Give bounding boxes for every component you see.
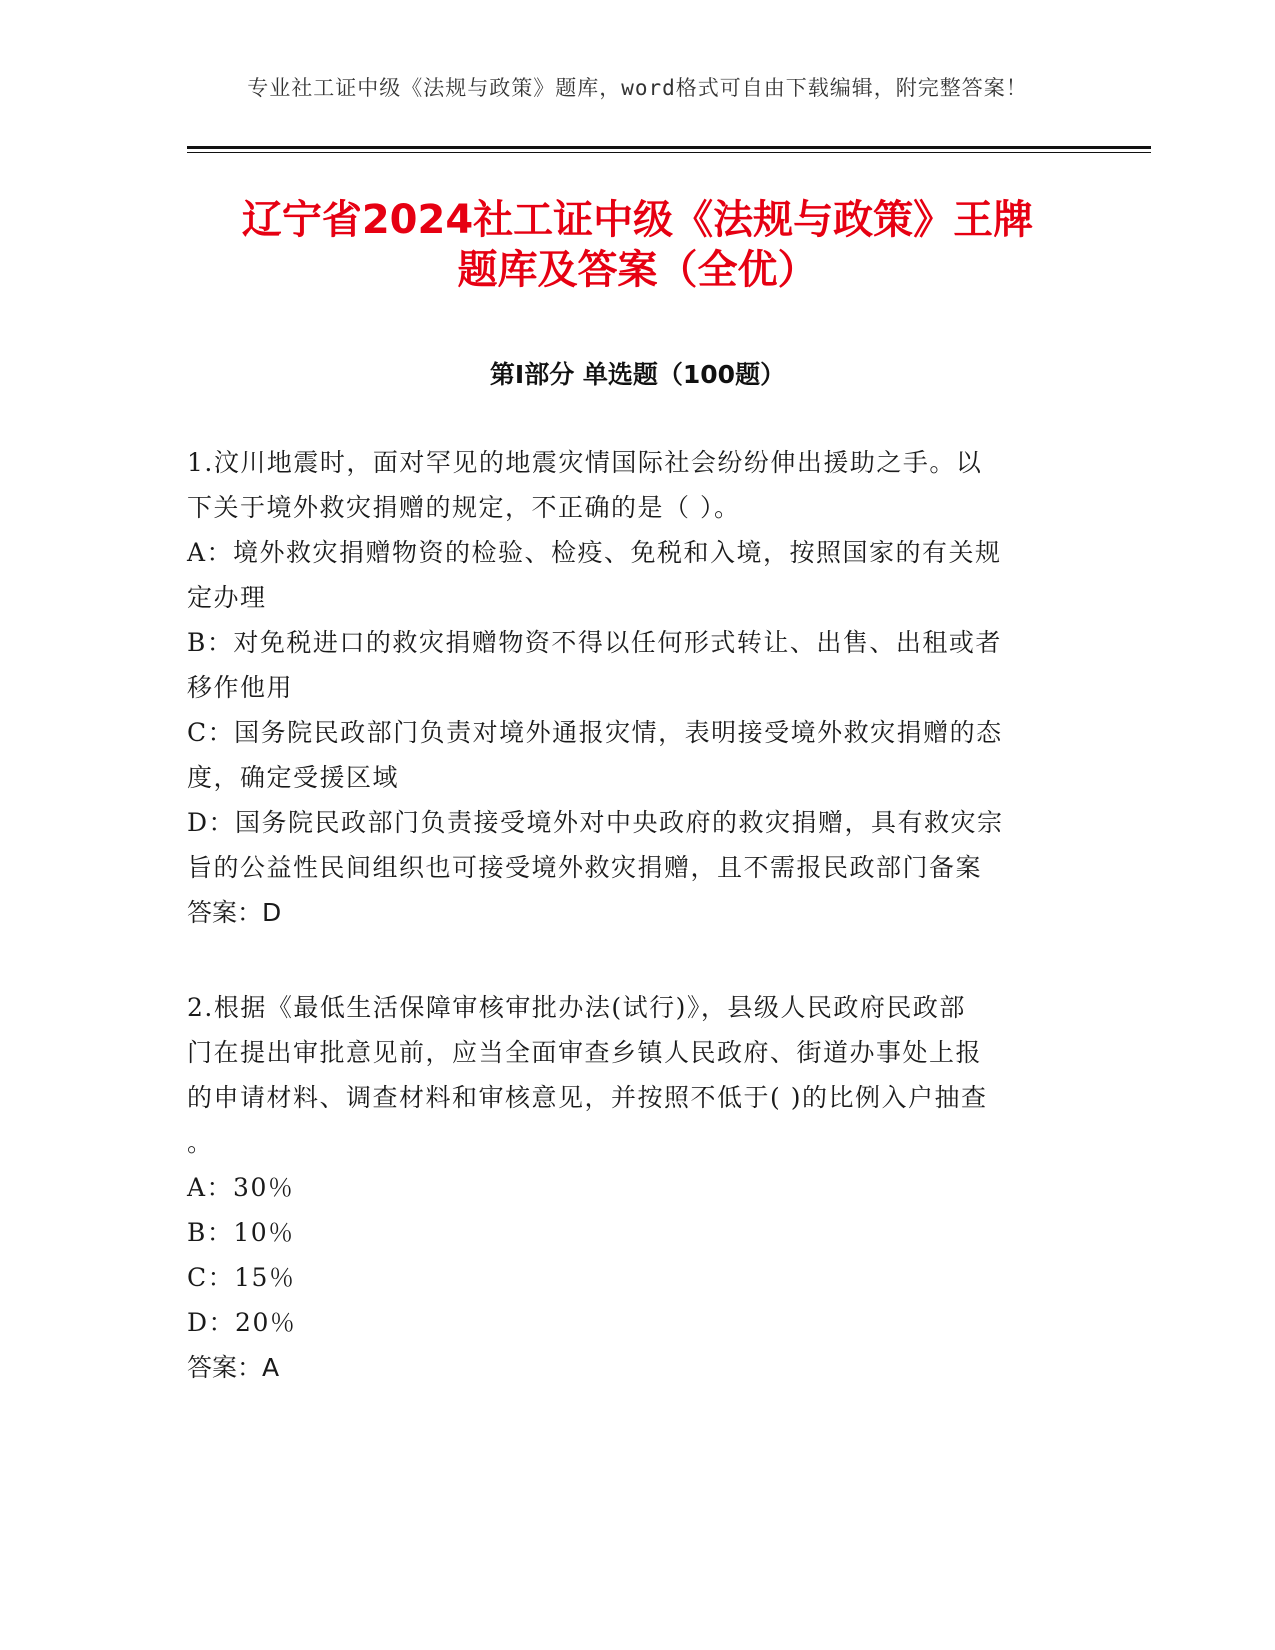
question-1-option-d: D：国务院民政部门负责接受境外对中央政府的救灾捐赠，具有救灾宗 xyxy=(187,808,1004,837)
question-2-answer: 答案：A xyxy=(187,1353,280,1382)
question-1-option-b-cont: 移作他用 xyxy=(187,673,294,702)
question-2-line: 。 xyxy=(187,1128,214,1157)
question-2-option-a: A：30％ xyxy=(187,1173,295,1202)
document-title xyxy=(160,195,1115,295)
question-2-line: 的申请材料、调查材料和审核意见，并按照不低于( )的比例入户抽查 xyxy=(187,1083,988,1112)
question-1-option-d-cont: 旨的公益性民间组织也可接受境外救灾捐赠，且不需报民政部门备案 xyxy=(187,853,983,882)
section-heading: 第Ⅰ部分 单选题（100题） xyxy=(489,360,786,389)
question-1-line: 下关于境外救灾捐赠的规定，不正确的是（ ）。 xyxy=(187,493,741,522)
question-1-option-a-cont: 定办理 xyxy=(187,583,267,612)
header-divider-thick xyxy=(187,146,1151,149)
question-2-option-d: D：20％ xyxy=(187,1308,297,1337)
question-1-option-c-cont: 度，确定受援区域 xyxy=(187,763,400,792)
question-2-option-b: B：10％ xyxy=(187,1218,295,1247)
question-2 xyxy=(187,985,1077,1390)
question-1 xyxy=(187,440,1077,935)
question-1-answer: 答案：D xyxy=(187,898,282,927)
question-1-option-c: C：国务院民政部门负责对境外通报灾情，表明接受境外救灾捐赠的态 xyxy=(187,718,1003,747)
question-2-line: 门在提出审批意见前，应当全面审查乡镇人民政府、街道办事处上报 xyxy=(187,1038,983,1067)
document-title-line-1: 辽宁省2024社工证中级《法规与政策》王牌 xyxy=(241,197,1034,243)
question-1-line: 1.汶川地震时，面对罕见的地震灾情国际社会纷纷伸出援助之手。以 xyxy=(187,448,983,477)
question-1-option-b: B：对免税进口的救灾捐赠物资不得以任何形式转让、出售、出租或者 xyxy=(187,628,1002,657)
question-2-option-c: C：15％ xyxy=(187,1263,296,1292)
header-divider-thin xyxy=(187,152,1151,153)
header-note: 专业社工证中级《法规与政策》题库，word格式可自由下载编辑，附完整答案！ xyxy=(247,76,1028,100)
question-1-option-a: A：境外救灾捐赠物资的检验、检疫、免税和入境，按照国家的有关规 xyxy=(187,538,1002,567)
question-2-line: 2.根据《最低生活保障审核审批办法(试行)》，县级人民政府民政部 xyxy=(187,993,966,1022)
document-title-line-2: 题库及答案（全优） xyxy=(457,247,818,293)
